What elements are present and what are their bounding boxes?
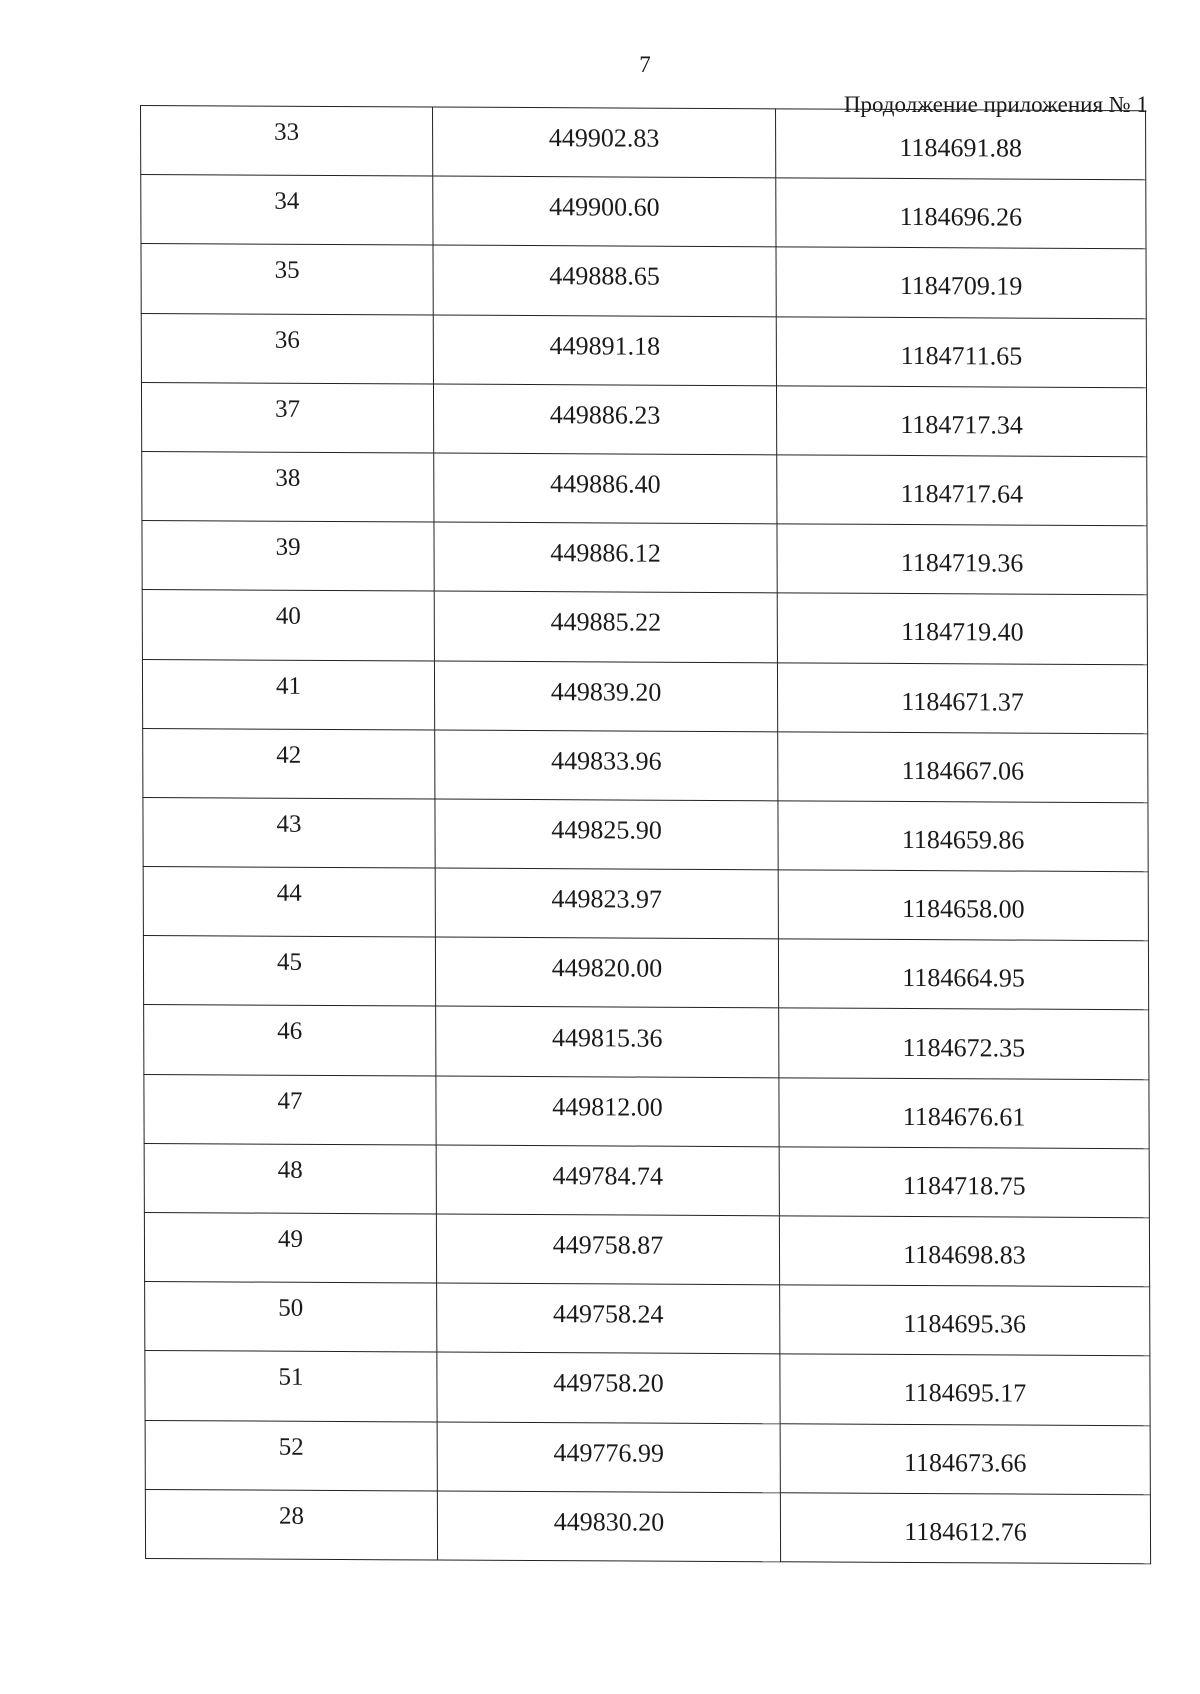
y-coordinate-cell: 1184717.64 [777, 455, 1147, 526]
point-number-cell: 52 [145, 1420, 437, 1491]
y-coordinate-cell: 1184719.40 [777, 593, 1147, 664]
y-coordinate-cell: 1184691.88 [776, 109, 1146, 180]
table-row [141, 244, 1146, 318]
x-coordinate-cell: 449815.36 [436, 1006, 779, 1077]
point-number-cell: 34 [141, 175, 433, 246]
x-coordinate-cell: 449758.24 [437, 1283, 780, 1354]
table-row [144, 1143, 1149, 1217]
y-coordinate-cell: 1184659.86 [778, 801, 1148, 872]
x-coordinate-cell: 449758.20 [437, 1352, 780, 1423]
continuation-label: Продолжение приложения № 1 [843, 92, 1148, 117]
point-number-cell: 35 [141, 244, 433, 315]
page-number: 7 [639, 52, 651, 77]
table-row [141, 106, 1146, 180]
table-row [143, 936, 1148, 1010]
point-number-cell: 39 [142, 521, 434, 592]
point-number-cell: 36 [141, 313, 433, 384]
y-coordinate-cell: 1184696.26 [776, 178, 1146, 249]
x-coordinate-cell: 449758.87 [436, 1214, 779, 1285]
y-coordinate-cell: 1184658.00 [778, 870, 1148, 941]
y-coordinate-cell: 1184673.66 [780, 1423, 1150, 1494]
table-row [143, 728, 1148, 802]
y-coordinate-cell: 1184695.36 [780, 1285, 1150, 1356]
point-number-cell: 41 [142, 659, 434, 730]
x-coordinate-cell: 449900.60 [433, 176, 776, 247]
point-number-cell: 33 [141, 106, 433, 177]
table-row [145, 1420, 1150, 1494]
coordinates-table-wrapper [140, 105, 1150, 1564]
point-number-cell: 49 [144, 1212, 436, 1283]
x-coordinate-cell: 449839.20 [434, 661, 777, 732]
y-coordinate-cell: 1184672.35 [779, 1008, 1149, 1079]
table-row [142, 451, 1147, 525]
table-row [142, 521, 1147, 595]
point-number-cell: 48 [144, 1143, 436, 1214]
x-coordinate-cell: 449825.90 [435, 799, 778, 870]
point-number-cell: 45 [143, 936, 435, 1007]
x-coordinate-cell: 449891.18 [433, 315, 776, 386]
point-number-cell: 50 [145, 1282, 437, 1353]
y-coordinate-cell: 1184664.95 [778, 939, 1148, 1010]
table-row [143, 797, 1148, 871]
table-row [142, 659, 1147, 733]
point-number-cell: 28 [145, 1489, 437, 1560]
x-coordinate-cell: 449784.74 [436, 1145, 779, 1216]
y-coordinate-cell: 1184667.06 [778, 732, 1148, 803]
x-coordinate-cell: 449823.97 [435, 868, 778, 939]
point-number-cell: 37 [141, 382, 433, 453]
table-row [144, 1212, 1149, 1286]
table-row [144, 1005, 1149, 1079]
point-number-cell: 51 [145, 1351, 437, 1422]
y-coordinate-cell: 1184671.37 [777, 662, 1147, 733]
x-coordinate-cell: 449886.12 [434, 522, 777, 593]
y-coordinate-cell: 1184698.83 [779, 1216, 1149, 1287]
table-row [143, 867, 1148, 941]
table-row [141, 175, 1146, 249]
y-coordinate-cell: 1184717.34 [776, 386, 1146, 457]
x-coordinate-cell: 449885.22 [434, 591, 777, 662]
table-row [141, 382, 1146, 456]
point-number-cell: 46 [144, 1005, 436, 1076]
point-number-cell: 44 [143, 867, 435, 938]
point-number-cell: 40 [142, 590, 434, 661]
x-coordinate-cell: 449820.00 [435, 937, 778, 1008]
x-coordinate-cell: 449886.23 [433, 384, 776, 455]
table-row [144, 1074, 1149, 1148]
y-coordinate-cell: 1184719.36 [777, 524, 1147, 595]
table-row [145, 1351, 1150, 1425]
y-coordinate-cell: 1184676.61 [779, 1077, 1149, 1148]
y-coordinate-cell: 1184718.75 [779, 1147, 1149, 1218]
x-coordinate-cell: 449833.96 [435, 730, 778, 801]
point-number-cell: 43 [143, 797, 435, 868]
y-coordinate-cell: 1184612.76 [780, 1493, 1150, 1564]
point-number-cell: 42 [143, 728, 435, 799]
y-coordinate-cell: 1184711.65 [776, 316, 1146, 387]
point-number-cell: 47 [144, 1074, 436, 1145]
x-coordinate-cell: 449776.99 [437, 1422, 780, 1493]
y-coordinate-cell: 1184709.19 [776, 247, 1146, 318]
table-row [142, 590, 1147, 664]
coordinates-table [140, 105, 1151, 1564]
y-coordinate-cell: 1184695.17 [780, 1354, 1150, 1425]
x-coordinate-cell: 449888.65 [433, 245, 776, 316]
point-number-cell: 38 [142, 451, 434, 522]
table-row [145, 1489, 1150, 1563]
table-row [141, 313, 1146, 387]
x-coordinate-cell: 449902.83 [433, 107, 776, 178]
x-coordinate-cell: 449886.40 [434, 453, 777, 524]
table-row [145, 1282, 1150, 1356]
x-coordinate-cell: 449812.00 [436, 1076, 779, 1147]
x-coordinate-cell: 449830.20 [437, 1491, 780, 1562]
coordinates-table-body [141, 106, 1151, 1564]
